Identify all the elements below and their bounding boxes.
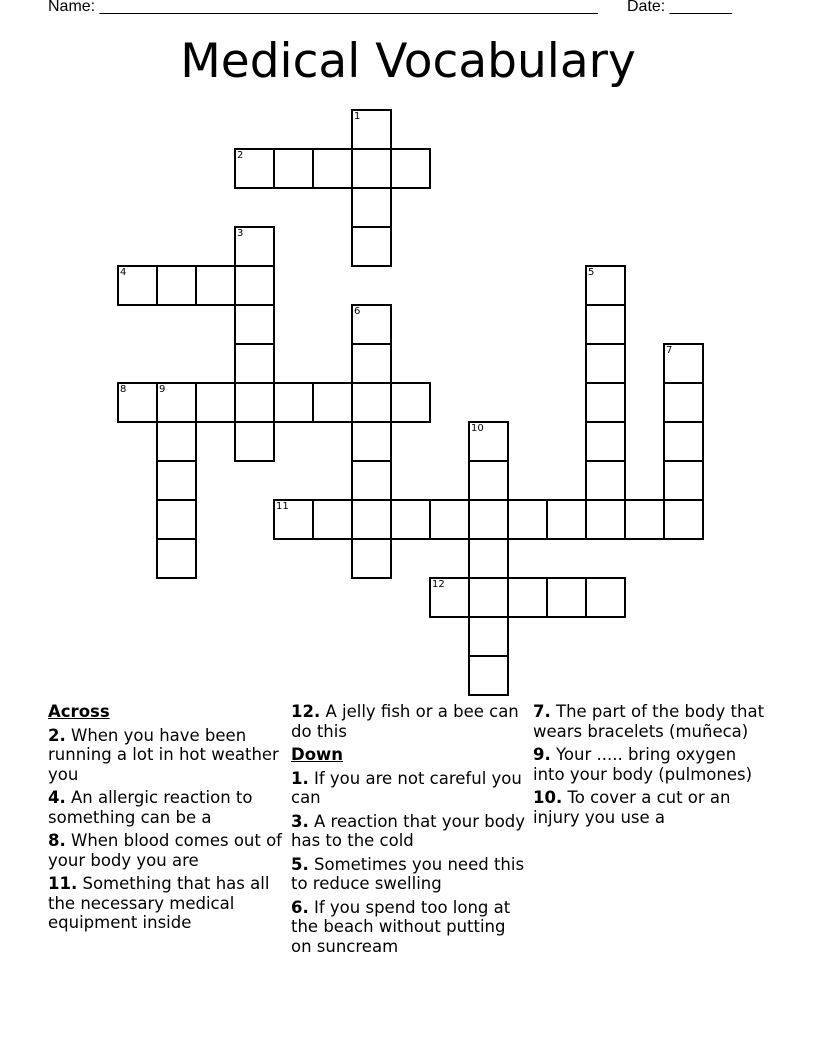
cell-number: 7 <box>666 345 673 356</box>
cell-number: 10 <box>471 423 484 434</box>
grid-cell[interactable] <box>429 577 470 618</box>
grid-cell[interactable] <box>234 148 275 189</box>
cell-number: 2 <box>237 150 244 161</box>
clue-text: If you are not careful you can <box>291 768 522 807</box>
clue-number: 7. <box>533 702 551 721</box>
clue-column-2 <box>291 702 527 960</box>
grid-cell[interactable] <box>156 421 197 462</box>
clue-down-3 <box>291 812 527 851</box>
grid-cell[interactable] <box>351 421 392 462</box>
clue-text: A reaction that your body has to the cold <box>291 811 526 850</box>
grid-cell[interactable] <box>663 382 704 423</box>
grid-cell[interactable] <box>351 109 392 150</box>
grid-cell[interactable] <box>195 265 236 306</box>
clue-text: The part of the body that wears bracelets (muñeca) <box>533 702 765 741</box>
clue-number: 2. <box>48 725 66 745</box>
grid-cell[interactable] <box>585 343 626 384</box>
grid-cell[interactable] <box>468 577 509 618</box>
grid-cell[interactable] <box>273 499 314 540</box>
cell-number: 12 <box>432 579 445 590</box>
grid-cell[interactable] <box>585 460 626 501</box>
cell-number: 6 <box>354 306 361 317</box>
grid-cell[interactable] <box>312 499 353 540</box>
grid-cell[interactable] <box>585 577 626 618</box>
cell-number: 4 <box>120 267 127 278</box>
date-field: Date: _______ <box>627 0 732 15</box>
grid-cell[interactable] <box>312 382 353 423</box>
grid-cell[interactable] <box>117 265 158 306</box>
grid-cell[interactable] <box>585 304 626 345</box>
grid-cell[interactable] <box>351 148 392 189</box>
clue-down-10 <box>533 788 769 827</box>
grid-cell[interactable] <box>585 499 626 540</box>
grid-cell[interactable] <box>351 382 392 423</box>
clue-number: 5. <box>291 854 309 874</box>
grid-cell[interactable] <box>468 460 509 501</box>
cell-number: 8 <box>120 384 127 395</box>
clue-text: To cover a cut or an injury you use a <box>533 788 731 827</box>
clue-number: 1. <box>291 768 309 788</box>
grid-cell[interactable] <box>468 655 509 696</box>
clue-number: 9. <box>533 745 551 764</box>
clue-down-6 <box>291 898 527 957</box>
cell-number: 5 <box>588 267 595 278</box>
grid-cell[interactable] <box>468 421 509 462</box>
grid-cell[interactable] <box>390 499 431 540</box>
clue-down-9 <box>533 745 769 784</box>
grid-cell[interactable] <box>351 343 392 384</box>
grid-cell[interactable] <box>156 460 197 501</box>
grid-cell[interactable] <box>468 538 509 579</box>
clue-number: 10. <box>533 788 563 807</box>
down-heading: Down <box>291 745 344 764</box>
grid-cell[interactable] <box>624 499 665 540</box>
name-field: Name: ________________________________________________________ <box>48 0 598 15</box>
clue-text: Sometimes you need this to reduce swelling <box>291 854 525 893</box>
grid-cell[interactable] <box>351 187 392 228</box>
clue-across-2 <box>48 726 284 785</box>
grid-cell[interactable] <box>390 148 431 189</box>
clue-text: Something that has all the necessary medical equipment inside <box>48 874 270 932</box>
grid-cell[interactable] <box>117 382 158 423</box>
clue-across-11 <box>48 874 284 933</box>
grid-cell[interactable] <box>351 304 392 345</box>
clue-down-7 <box>533 702 769 741</box>
grid-cell[interactable] <box>234 265 275 306</box>
clue-number: 12. <box>291 702 321 721</box>
grid-cell[interactable] <box>663 499 704 540</box>
grid-cell[interactable] <box>585 265 626 306</box>
clue-down-1 <box>291 769 527 808</box>
grid-cell[interactable] <box>351 538 392 579</box>
grid-cell[interactable] <box>663 460 704 501</box>
grid-cell[interactable] <box>546 499 587 540</box>
cell-number: 11 <box>276 501 289 512</box>
grid-cell[interactable] <box>234 304 275 345</box>
grid-cell[interactable] <box>585 382 626 423</box>
grid-cell[interactable] <box>234 421 275 462</box>
clue-number: 11. <box>48 874 78 893</box>
clue-across-12 <box>291 702 527 741</box>
grid-cell[interactable] <box>663 343 704 384</box>
grid-cell[interactable] <box>507 499 548 540</box>
grid-cell[interactable] <box>390 382 431 423</box>
clue-column-3 <box>533 702 769 831</box>
cell-number: 9 <box>159 384 166 395</box>
clue-down-5 <box>291 855 527 894</box>
clue-text: Your ..... bring oxygen into your body (pulmones) <box>533 745 753 784</box>
page-title: Medical Vocabulary <box>180 34 636 89</box>
grid-cell[interactable] <box>351 499 392 540</box>
clue-text: A jelly fish or a bee can do this <box>291 702 519 741</box>
cell-number: 1 <box>354 111 361 122</box>
clue-text: An allergic reaction to something can be a <box>48 788 253 827</box>
clue-number: 6. <box>291 897 309 917</box>
grid-cell[interactable] <box>273 382 314 423</box>
clue-number: 4. <box>48 788 66 807</box>
grid-cell[interactable] <box>156 265 197 306</box>
grid-cell[interactable] <box>468 616 509 657</box>
across-heading: Across <box>48 702 110 721</box>
grid-cell[interactable] <box>195 382 236 423</box>
clue-number: 8. <box>48 831 66 850</box>
clue-column-1 <box>48 702 284 937</box>
clue-across-8 <box>48 831 284 870</box>
grid-cell[interactable] <box>156 538 197 579</box>
grid-cell[interactable] <box>546 577 587 618</box>
grid-cell[interactable] <box>468 499 509 540</box>
clue-text: If you spend too long at the beach without putting on suncream <box>291 897 511 956</box>
cell-number: 3 <box>237 228 244 239</box>
clue-text: When blood comes out of your body you are <box>48 831 282 870</box>
grid-cell[interactable] <box>351 226 392 267</box>
grid-cell[interactable] <box>351 460 392 501</box>
clue-text: When you have been running a lot in hot weather you <box>48 725 279 784</box>
grid-cell[interactable] <box>312 148 353 189</box>
grid-cell[interactable] <box>507 577 548 618</box>
grid-cell[interactable] <box>234 343 275 384</box>
grid-cell[interactable] <box>156 382 197 423</box>
grid-cell[interactable] <box>429 499 470 540</box>
grid-cell[interactable] <box>585 421 626 462</box>
grid-cell[interactable] <box>234 382 275 423</box>
grid-cell[interactable] <box>156 499 197 540</box>
grid-cell[interactable] <box>234 226 275 267</box>
grid-cell[interactable] <box>273 148 314 189</box>
grid-cell[interactable] <box>663 421 704 462</box>
clue-across-4 <box>48 788 284 827</box>
clue-number: 3. <box>291 811 309 831</box>
